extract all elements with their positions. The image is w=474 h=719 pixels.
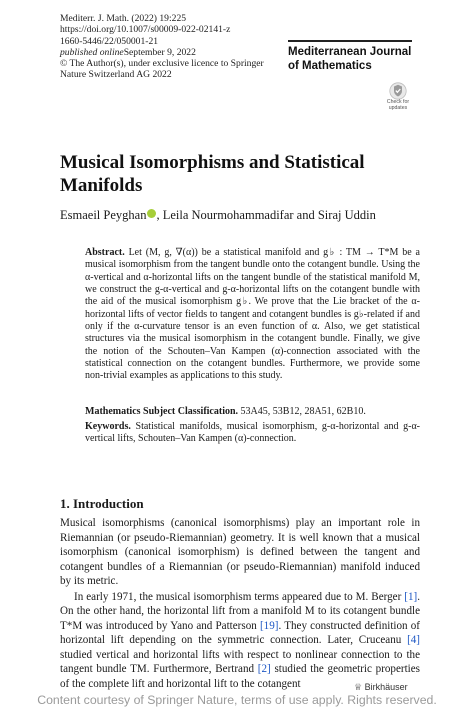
- journal-name: [288, 40, 412, 73]
- keywords-value: Statistical manifolds, musical isomorphism, g-α-horizontal and g-α-vertical lifts, Schouten–Van Kampen (α)-connection.: [85, 421, 421, 445]
- citation-line: Mediterr. J. Math. (2022) 19:225: [60, 13, 187, 24]
- intro-paragraph-1: Musical isomorphisms (canonical isomorphisms) play an important role in Riemannian (or pseudo-Riemannian) geometry. It is well known that a musical isomorphism (canonical isomorphism) is defined between the tangent and cotangent bundles of a Riemannian (or pseudo-Riemannian) manifold induced by its metric.: [60, 517, 420, 587]
- check-updates-line-1: Check for: [386, 99, 410, 105]
- p2-text-a: In early 1971, the musical isomorphism terms appeared due to M. Berger: [74, 590, 405, 603]
- article-metadata: [60, 13, 264, 81]
- introduction-body: [60, 516, 420, 691]
- abstract: [85, 247, 420, 383]
- title-line-2: Manifolds: [60, 175, 143, 196]
- subject-classification: [85, 406, 420, 418]
- abstract-text: Let (M, g, ∇(α)) be a statistical manifold and g♭ : TM → T*M be a musical isomorphism from the tangent bundle onto the cotangent bundle. Using the α-vertical and α-horizontal lifts on the tangent bundle of the statistical manifold M, we construct the g-α-vertical and g-α-horizontal lifts on the cotangent bundle with the aid of the musical isomorphism g♭. We prove that the Lie bracket of the α-horizontal lifts of vector fields to tangent and cotangent bundles is g♭-related if and only if the α-curvature tensor is an even function of α. Also, we get statistical structures via the musical isomorphism in the cotangent bundle. Finally, we give the notion of the Schouten–Van Kampen (α)-connection associated with the statistical connection on the cotangent bundles. Furthermore, we provide some non-trivial examples as applications to this study.: [85, 247, 420, 382]
- copyright-line-1: © The Author(s), under exclusive licence to Springer: [60, 58, 264, 70]
- keywords: [85, 421, 420, 446]
- keywords-label: Keywords.: [85, 421, 131, 432]
- publisher-logo: [354, 682, 408, 693]
- intro-paragraph-2: [60, 590, 420, 692]
- published-line: [60, 47, 264, 58]
- msc-label: Mathematics Subject Classification.: [85, 406, 239, 417]
- check-for-updates-icon: [389, 82, 407, 100]
- doi-link[interactable]: https://doi.org/10.1007/s00009-022-02141-z: [60, 24, 231, 36]
- citation-link-1[interactable]: [1]: [404, 590, 418, 603]
- publisher-name: Birkhäuser: [364, 682, 408, 692]
- section-heading: 1. Introduction: [60, 496, 144, 511]
- author-list: [60, 208, 376, 223]
- check-for-updates-badge[interactable]: [382, 82, 414, 112]
- issn-line: 1660-5446/22/050001-21: [60, 35, 159, 47]
- birkhauser-icon: ♕: [354, 682, 363, 692]
- msc-value: 53A45, 53B12, 28A51, 62B10.: [240, 406, 366, 417]
- author-rest: , Leila Nourmohammadifar and Siraj Uddin: [156, 208, 376, 222]
- journal-line-1: Mediterranean Journal: [288, 46, 412, 58]
- published-prefix: published online: [60, 46, 124, 58]
- p2-text-c: . They constructed definition of horizontal lift depending on the symmetric connection. Later, Cruceanu: [60, 619, 420, 646]
- courtesy-footer: Content courtesy of Springer Nature, terms of use apply. Rights reserved.: [37, 693, 437, 707]
- p2-text-b: . On the other hand, the horizontal lift from a manifold M to its cotangent bundle T*M was introduced by Yano and Patterson: [60, 590, 420, 632]
- published-date: September 9, 2022: [123, 46, 196, 58]
- paper-title: [60, 151, 420, 197]
- abstract-label: Abstract.: [85, 247, 125, 258]
- p2-text-e: studied the geometric properties of the complete lift and horizontal lift to the cotangent: [60, 663, 421, 690]
- author-first[interactable]: Esmaeil Peyghan: [60, 208, 147, 222]
- citation-link-4[interactable]: [4]: [407, 634, 420, 646]
- check-updates-text: [387, 100, 409, 111]
- title-line-1: Musical Isomorphisms and Statistical: [60, 152, 365, 173]
- check-updates-line-2: updates: [388, 104, 408, 111]
- copyright-line-2: Nature Switzerland AG 2022: [60, 69, 172, 81]
- citation-link-19[interactable]: [19]: [259, 619, 279, 632]
- p2-text-d: studied vertical and horizontal lifts with respect to nonlinear connection to the tangent bundle TM. Furthermore, Bertrand: [60, 648, 420, 675]
- citation-link-2[interactable]: [2]: [257, 663, 271, 675]
- journal-line-2: of Mathematics: [288, 60, 372, 72]
